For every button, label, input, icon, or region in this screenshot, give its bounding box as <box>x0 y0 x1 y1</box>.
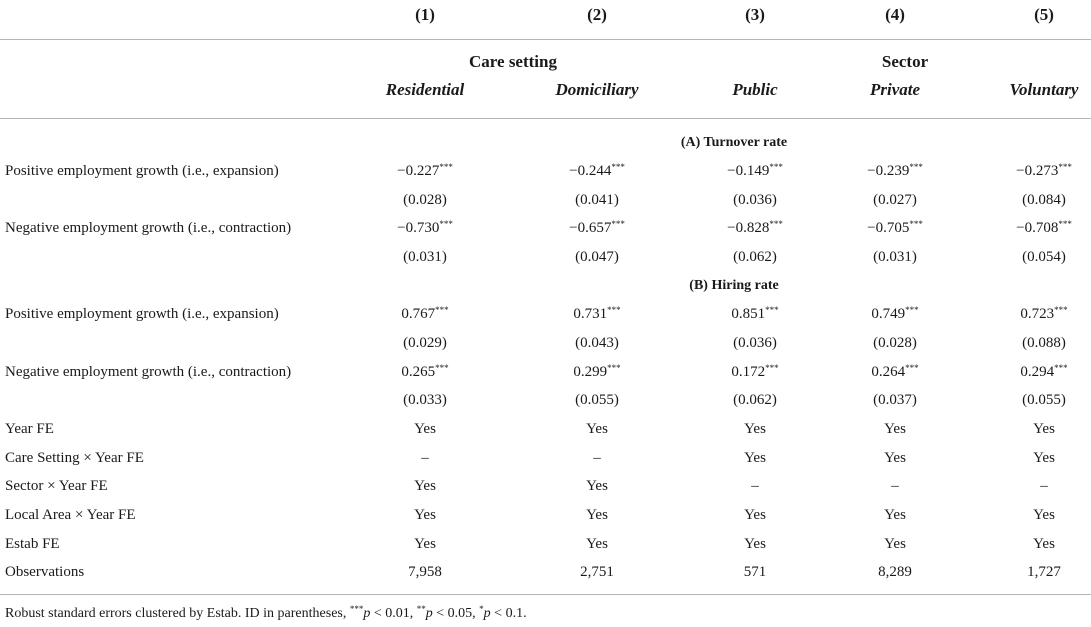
control-cell: Yes <box>884 507 906 523</box>
coef-cell: −0.149*** <box>727 162 783 179</box>
se-cell: (0.047) <box>575 249 619 265</box>
se-cell: (0.031) <box>403 249 447 265</box>
control-cell: Yes <box>744 421 766 437</box>
se-cell: (0.084) <box>1022 192 1066 208</box>
row-label: Positive employment growth (i.e., expansion) <box>5 306 279 322</box>
control-cell: Yes <box>1033 450 1055 466</box>
panel-title-turnover: (A) Turnover rate <box>680 135 788 150</box>
coef-cell: −0.705*** <box>867 219 923 236</box>
control-label-year-fe: Year FE <box>5 421 54 437</box>
se-cell: (0.055) <box>575 392 619 408</box>
se-cell: (0.088) <box>1022 335 1066 351</box>
se-cell: (0.036) <box>733 192 777 208</box>
subheader-voluntary: Voluntary <box>1009 80 1079 99</box>
coef-cell: 0.264*** <box>871 363 919 380</box>
se-cell: (0.055) <box>1022 392 1066 408</box>
coef-cell: −0.239*** <box>867 162 923 179</box>
coef-cell: −0.730*** <box>397 219 453 236</box>
control-cell: Yes <box>884 450 906 466</box>
control-cell: – <box>421 450 429 466</box>
coef-cell: 0.723*** <box>1020 305 1068 322</box>
coef-cell: −0.828*** <box>727 219 783 236</box>
coef-cell: 0.749*** <box>871 305 919 322</box>
coef-cell: 0.265*** <box>401 363 449 380</box>
control-label-observations: Observations <box>5 564 85 580</box>
coef-cell: −0.244*** <box>569 162 625 179</box>
control-cell: Yes <box>1033 507 1055 523</box>
coef-cell: −0.708*** <box>1016 219 1072 236</box>
control-cell: – <box>751 478 759 494</box>
control-cell: Yes <box>586 478 608 494</box>
subheader-domiciliary: Domiciliary <box>555 80 639 99</box>
se-cell: (0.036) <box>733 335 777 351</box>
coef-cell: 0.294*** <box>1020 363 1068 380</box>
control-cell: Yes <box>744 536 766 552</box>
control-label-care-setting-year-fe: Care Setting × Year FE <box>5 450 144 466</box>
control-cell: Yes <box>884 421 906 437</box>
se-cell: (0.043) <box>575 335 619 351</box>
coef-cell: −0.273*** <box>1016 162 1072 179</box>
header-rule-top <box>0 39 1091 40</box>
subheader-public: Public <box>732 80 778 99</box>
column-number-1: (1) <box>415 5 435 24</box>
se-cell: (0.054) <box>1022 249 1066 265</box>
row-label: Negative employment growth (i.e., contraction) <box>5 220 292 236</box>
coef-cell: 0.299*** <box>573 363 621 380</box>
se-cell: (0.029) <box>403 335 447 351</box>
control-cell: Yes <box>1033 536 1055 552</box>
control-cell: Yes <box>586 536 608 552</box>
observations-cell: 7,958 <box>408 564 442 580</box>
panel-title-hiring: (B) Hiring rate <box>689 278 779 293</box>
control-cell: Yes <box>414 421 436 437</box>
se-cell: (0.041) <box>575 192 619 208</box>
row-label: Negative employment growth (i.e., contraction) <box>5 364 292 380</box>
coef-cell: −0.657*** <box>569 219 625 236</box>
se-cell: (0.028) <box>403 192 447 208</box>
table-note: Robust standard errors clustered by Estab. ID in parentheses, ***p < 0.01, **p < 0.05, *p < 0.1. <box>5 604 527 621</box>
se-cell: (0.062) <box>733 392 777 408</box>
control-cell: – <box>1040 478 1048 494</box>
observations-cell: 1,727 <box>1027 564 1061 580</box>
header-rule-bottom <box>0 118 1091 119</box>
se-cell: (0.033) <box>403 392 447 408</box>
se-cell: (0.028) <box>873 335 917 351</box>
control-cell: Yes <box>414 536 436 552</box>
column-number-4: (4) <box>885 5 905 24</box>
table-bottom-rule <box>0 594 1091 595</box>
column-number-5: (5) <box>1034 5 1054 24</box>
se-cell: (0.027) <box>873 192 917 208</box>
control-cell: Yes <box>744 507 766 523</box>
coef-cell: −0.227*** <box>397 162 453 179</box>
coef-cell: 0.851*** <box>731 305 779 322</box>
observations-cell: 2,751 <box>580 564 614 580</box>
control-label-sector-year-fe: Sector × Year FE <box>5 478 108 494</box>
control-label-local-area-year-fe: Local Area × Year FE <box>5 507 136 523</box>
coef-cell: 0.767*** <box>401 305 449 322</box>
group-header-care-setting: Care setting <box>469 52 557 71</box>
coef-cell: 0.172*** <box>731 363 779 380</box>
observations-cell: 571 <box>743 564 767 580</box>
coef-cell: 0.731*** <box>573 305 621 322</box>
subheader-residential: Residential <box>385 80 465 99</box>
control-cell: Yes <box>414 478 436 494</box>
column-number-3: (3) <box>745 5 765 24</box>
control-cell: Yes <box>586 507 608 523</box>
control-cell: – <box>891 478 899 494</box>
row-label: Positive employment growth (i.e., expansion) <box>5 163 279 179</box>
control-cell: – <box>593 450 601 466</box>
control-cell: Yes <box>414 507 436 523</box>
control-label-estab-fe: Estab FE <box>5 536 60 552</box>
se-cell: (0.031) <box>873 249 917 265</box>
control-cell: Yes <box>1033 421 1055 437</box>
control-cell: Yes <box>744 450 766 466</box>
observations-cell: 8,289 <box>878 564 912 580</box>
column-number-2: (2) <box>587 5 607 24</box>
control-cell: Yes <box>884 536 906 552</box>
group-header-sector: Sector <box>881 52 929 71</box>
control-cell: Yes <box>586 421 608 437</box>
subheader-private: Private <box>869 80 921 99</box>
se-cell: (0.062) <box>733 249 777 265</box>
se-cell: (0.037) <box>873 392 917 408</box>
